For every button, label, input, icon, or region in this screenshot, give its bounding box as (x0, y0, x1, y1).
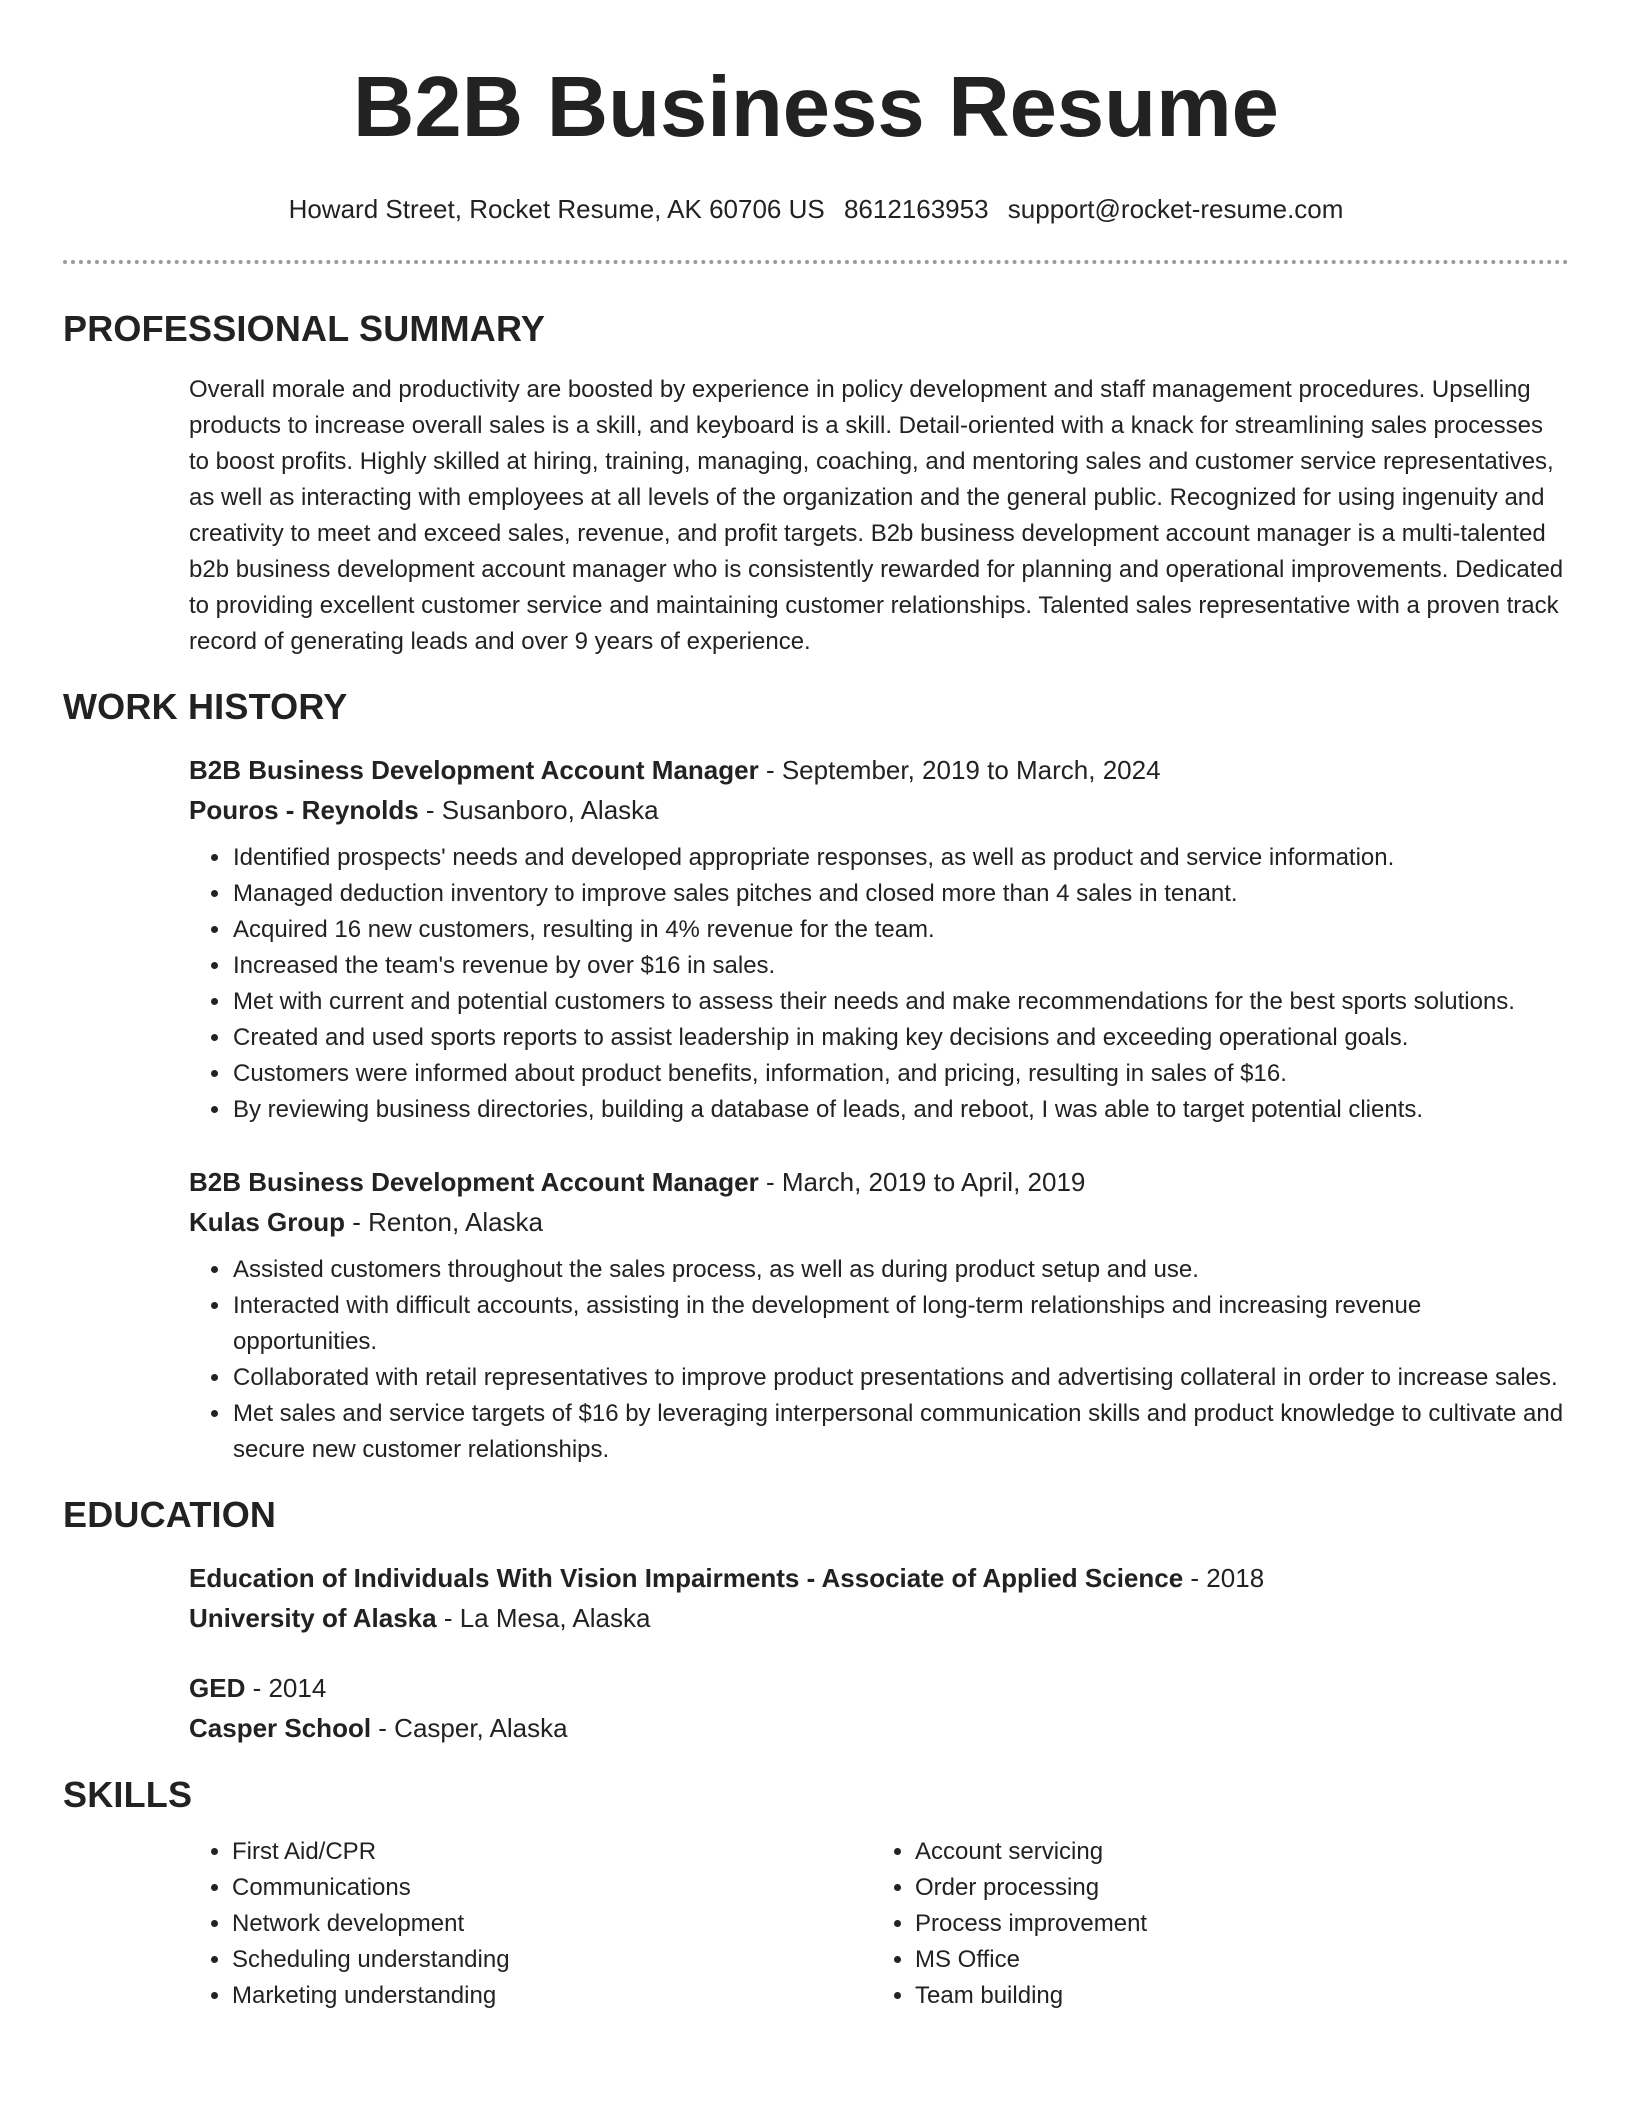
contact-line (63, 192, 1569, 226)
list-item: • Increased the team's revenue by over $16 in sales. (232, 948, 1569, 984)
job-location: - Susanboro, Alaska (418, 795, 659, 825)
list-item: • Assisted customers throughout the sales process, as well as during product setup and use. (232, 1252, 1569, 1288)
summary-text: Overall morale and productivity are boosted by experience in policy development and staff management procedures. Upselling products to increase overall sales is a skill, and keyboard is a skill. Detail-oriented with a knack for streamlining sales processes to boost profits. Highly skilled at hiring, training, managing, coaching, and mentoring sales and customer service representatives, as well as interacting with employees at all levels of the organization and the general public. Recognized for using ingenuity and creativity to meet and exceed sales, revenue, and profit targets. B2b business development account manager is a multi-talented b2b business development account manager who is consistently rewarded for planning and operational improvements. Dedicated to providing excellent customer service and maintaining customer relationships. Talented sales representative with a proven track record of generating leads and over 9 years of experience. (189, 376, 1564, 655)
job-dates: - September, 2019 to March, 2024 (758, 755, 1161, 785)
list-item: • Collaborated with retail representatives to improve product presentations and advertising collateral in order to increase sales. (232, 1360, 1569, 1396)
list-item: • By reviewing business directories, building a database of leads, and reboot, I was able to target potential clients. (232, 1092, 1569, 1128)
list-item: • Managed deduction inventory to improve sales pitches and closed more than 4 sales in tenant. (232, 876, 1569, 912)
education-section (63, 1494, 1569, 1748)
skill-item: • Scheduling understanding (232, 1942, 872, 1978)
section-title-work-history: WORK HISTORY (63, 686, 348, 727)
education-degree-line (189, 1558, 1569, 1598)
skill-item: • Network development (232, 1906, 872, 1942)
summary-section (63, 308, 1569, 660)
education-school-line (189, 1708, 1569, 1748)
education-location: - Casper, Alaska (371, 1713, 568, 1743)
header-divider (63, 260, 1569, 264)
resume-header (63, 0, 1569, 226)
education-degree: GED (189, 1673, 246, 1703)
contact-phone: 8612163953 (843, 194, 989, 224)
education-degree-line (189, 1668, 1569, 1708)
list-item: • Identified prospects' needs and developed appropriate responses, as well as product and service information. (232, 840, 1569, 876)
list-item: • Met sales and service targets of $16 by leveraging interpersonal communication skills and product knowledge to cultivate and secure new customer relationships. (232, 1396, 1569, 1468)
skills-list-left (189, 1834, 872, 2014)
skill-item: • Process improvement (915, 1906, 1147, 1942)
job-company-line (189, 790, 1569, 830)
list-item: • Acquired 16 new customers, resulting in 4% revenue for the team. (232, 912, 1569, 948)
skills-list-right (872, 1834, 1147, 2014)
job-title-line (189, 750, 1569, 790)
skills-columns (189, 1834, 1569, 2014)
section-title-education: EDUCATION (63, 1494, 277, 1535)
education-degree: Education of Individuals With Vision Impairments - Associate of Applied Science (189, 1563, 1184, 1593)
education-entry (189, 1558, 1569, 1638)
job-company: Pouros - Reynolds (189, 795, 419, 825)
job-bullets (189, 1252, 1569, 1468)
contact-email: support@rocket-resume.com (1007, 194, 1344, 224)
list-item: • Interacted with difficult accounts, assisting in the development of long-term relationships and increasing revenue opportunities. (232, 1288, 1569, 1360)
list-item: • Met with current and potential customers to assess their needs and make recommendations for the best sports solutions. (232, 984, 1569, 1020)
education-year: - 2018 (1183, 1563, 1265, 1593)
skill-item: • MS Office (915, 1942, 1147, 1978)
education-school: University of Alaska (189, 1603, 437, 1633)
skill-item: • Team building (915, 1978, 1147, 2014)
resume-name: B2B Business Resume (353, 60, 1279, 155)
job-dates: - March, 2019 to April, 2019 (758, 1167, 1086, 1197)
skill-item: • Account servicing (915, 1834, 1147, 1870)
skills-section (63, 1774, 1569, 2014)
skill-item: • Marketing understanding (232, 1978, 872, 2014)
job-location: - Renton, Alaska (345, 1207, 544, 1237)
education-school-line (189, 1598, 1569, 1638)
education-entry (189, 1668, 1569, 1748)
job-role: B2B Business Development Account Manager (189, 755, 759, 785)
education-school: Casper School (189, 1713, 372, 1743)
skill-item: • First Aid/CPR (232, 1834, 872, 1870)
job-role: B2B Business Development Account Manager (189, 1167, 759, 1197)
job-title-line (189, 1162, 1569, 1202)
job-company: Kulas Group (189, 1207, 346, 1237)
job-entry (189, 750, 1569, 1128)
section-title-summary: PROFESSIONAL SUMMARY (63, 308, 546, 349)
education-location: - La Mesa, Alaska (436, 1603, 651, 1633)
job-entry (189, 1162, 1569, 1468)
work-history-section (63, 686, 1569, 1468)
contact-address: Howard Street, Rocket Resume, AK 60706 US (288, 194, 825, 224)
list-item: • Created and used sports reports to assist leadership in making key decisions and exceeding operational goals. (232, 1020, 1569, 1056)
skill-item: • Communications (232, 1870, 872, 1906)
section-title-skills: SKILLS (63, 1774, 193, 1815)
job-bullets (189, 840, 1569, 1128)
list-item: • Customers were informed about product benefits, information, and pricing, resulting in sales of $16. (232, 1056, 1569, 1092)
skill-item: • Order processing (915, 1870, 1147, 1906)
education-year: - 2014 (245, 1673, 327, 1703)
job-company-line (189, 1202, 1569, 1242)
